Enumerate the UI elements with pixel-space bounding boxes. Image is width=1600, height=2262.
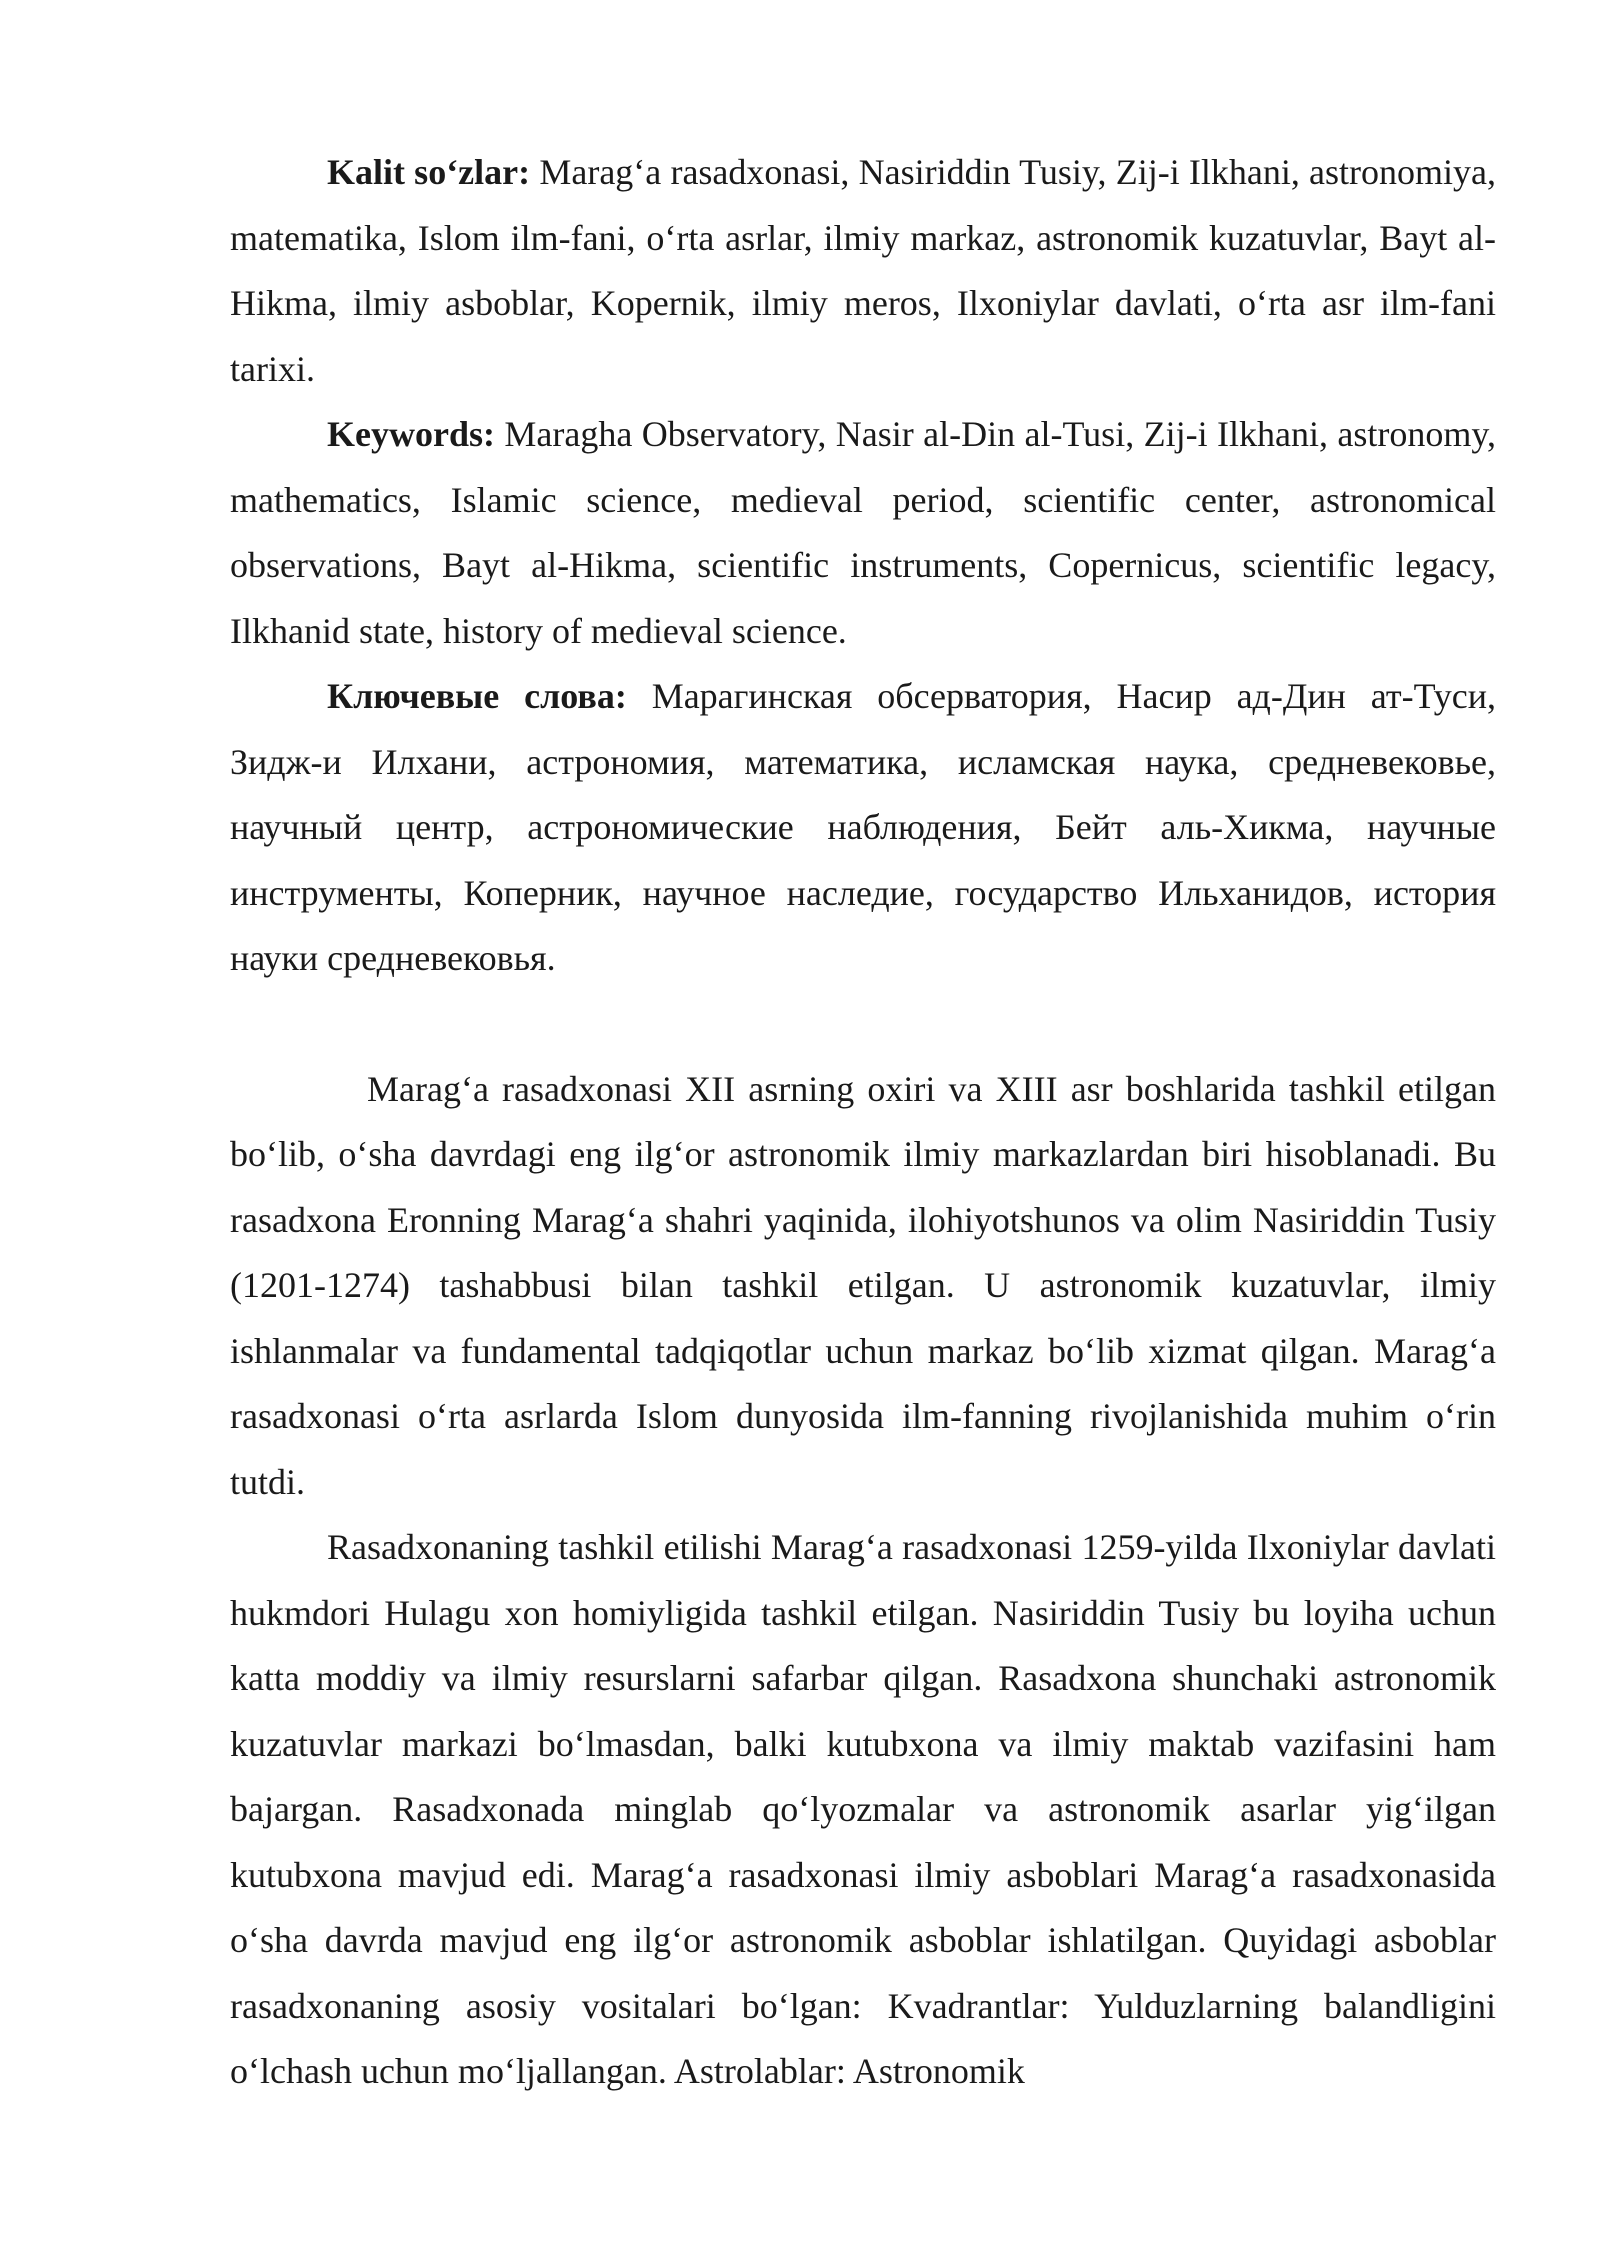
body-paragraph-1: Marag‘a rasadxonasi XII asrning oxiri va XIII asr boshlarida tashkil etilgan bo‘lib, o‘sha davrdagi eng ilg‘or astronomik ilmiy markazlardan biri hisoblanadi. Bu rasadxona Eronning Marag‘a shahri yaqinida, ilohiyotshunos va olim Nasiriddin Tusiy (1201-1274) tashabbusi bilan tashkil etilgan. U astronomik kuzatuvlar, ilmiy ishlanmalar va fundamental tadqiqotlar uchun markaz bo‘lib xizmat qilgan. Marag‘a rasadxonasi o‘rta asrlarda Islom dunyosida ilm-fanning rivojlanishida muhim o‘rin tutdi. [230,1068,1496,1502]
keywords-en-label: Keywords: [327,414,495,454]
keywords-uz-text: Marag‘a rasadxonasi, Nasiriddin Tusiy, Zij-i Ilkhani, astronomiya, matematika, Islom ilm-fani, o‘rta asrlar, ilmiy markaz, astronomik kuzatuvlar, Bayt al-Hikma, ilmiy asboblar, Kopernik, ilmiy meros, Ilxoniylar davlati, o‘rta asr ilm-fani tarixi. [230,152,1497,389]
keywords-uz-paragraph [230,140,1496,402]
keywords-ru-paragraph [230,664,1496,992]
paragraph-spacer [230,992,1496,1057]
document-page [230,140,1496,2105]
body-paragraph-2: Rasadxonaning tashkil etilishi Marag‘a rasadxonasi 1259-yilda Ilxoniylar davlati hukmdori Hulagu xon homiyligida tashkil etilgan. Nasiriddin Tusiy bu loyiha uchun katta moddiy va ilmiy resurslarni safarbar qilgan. Rasadxona shunchaki astronomik kuzatuvlar markazi bo‘lmasdan, balki kutubxona va ilmiy maktab vazifasini ham bajargan. Rasadxonada minglab qo‘lyozmalar va astronomik asarlar yig‘ilgan kutubxona mavjud edi. Marag‘a rasadxonasi ilmiy asboblari Marag‘a rasadxonasida o‘sha davrda mavjud eng ilg‘or astronomik asboblar ishlatilgan. Quyidagi asboblar rasadxonaning asosiy vositalari bo‘lgan: Kvadrantlar: Yulduzlarning balandligini o‘lchash uchun mo‘ljallangan. Astrolablar: Astronomik [230,1527,1496,2091]
keywords-ru-label: Ключевые слова: [327,676,627,716]
keywords-en-paragraph [230,402,1496,664]
keywords-ru-text: Марагинская обсерватория, Насир ад-Дин ат-Туси, Зидж-и Илхани, астрономия, математика, исламская наука, средневековье, научный центр, астрономические наблюдения, Бейт аль-Хикма, научные инструменты, Коперник, научное наследие, государство Ильханидов, история науки средневековья. [230,676,1497,978]
keywords-uz-label: Kalit so‘zlar: [327,152,531,192]
keywords-en-text: Maragha Observatory, Nasir al-Din al-Tusi, Zij-i Ilkhani, astronomy, mathematics, Islamic science, medieval period, scientific center, astronomical observations, Bayt al-Hikma, scientific instruments, Copernicus, scientific legacy, Ilkhanid state, history of medieval science. [230,414,1496,651]
